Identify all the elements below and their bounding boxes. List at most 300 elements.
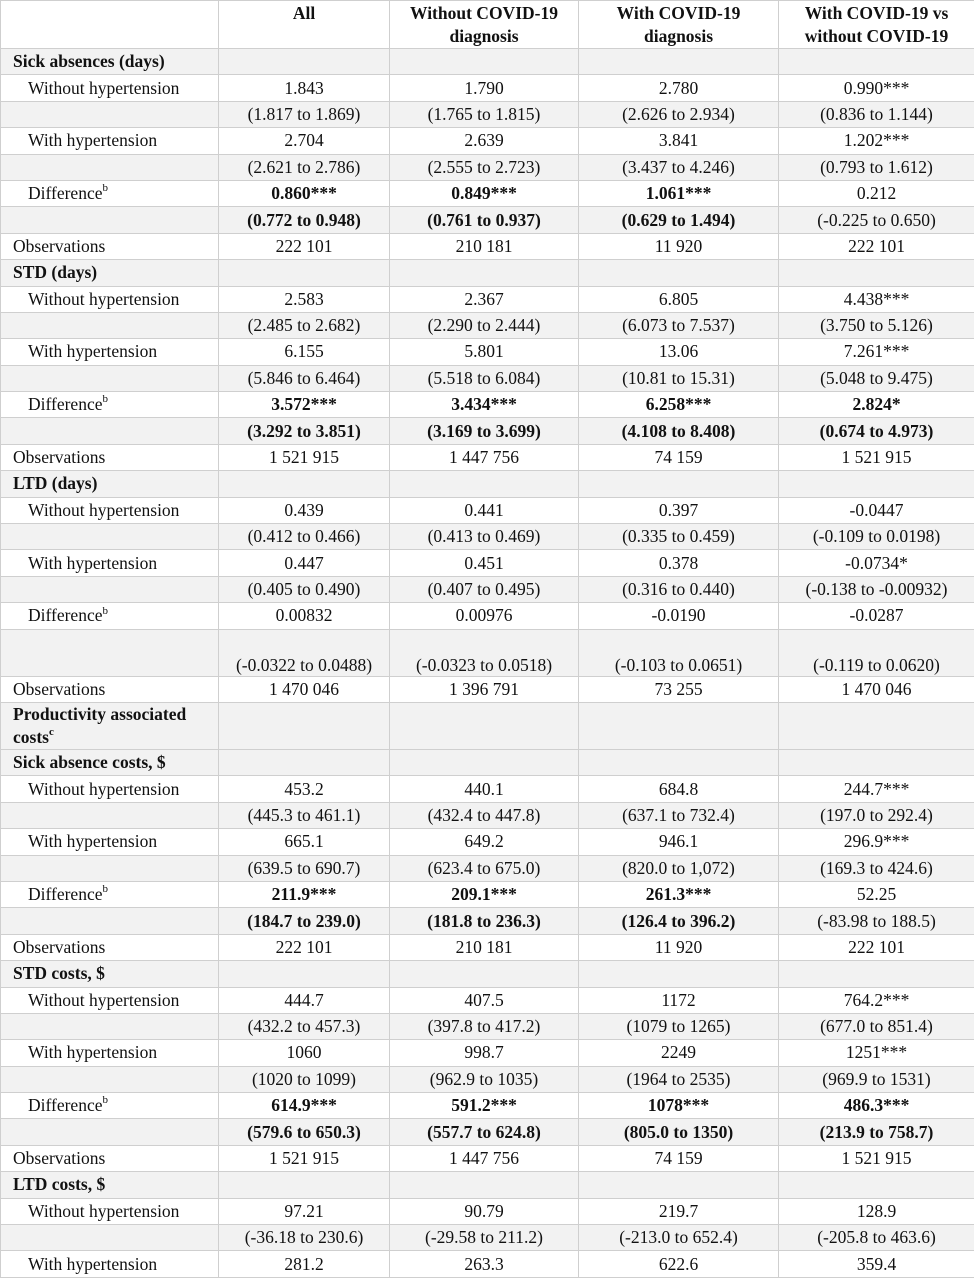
table-row xyxy=(1,1119,974,1145)
table-row xyxy=(1,1013,974,1039)
value-cell: (0.405 to 0.490) xyxy=(219,576,390,602)
empty-cell xyxy=(219,49,390,75)
table-row xyxy=(1,702,974,749)
empty-cell xyxy=(579,49,779,75)
section-heading xyxy=(1,260,219,286)
row-label xyxy=(1,444,219,470)
value-cell: (213.9 to 758.7) xyxy=(779,1119,974,1145)
row-label xyxy=(1,1093,219,1119)
value-cell: (3.169 to 3.699) xyxy=(390,418,579,444)
row-label-text: With hypertension xyxy=(28,130,158,151)
row-label-text: With hypertension xyxy=(28,341,158,362)
value-cell: 3.434*** xyxy=(390,392,579,418)
empty-cell xyxy=(390,702,579,749)
table-row xyxy=(1,855,974,881)
row-label xyxy=(1,676,219,702)
value-cell: (6.073 to 7.537) xyxy=(579,312,779,338)
row-label xyxy=(1,1198,219,1224)
table-row xyxy=(1,749,974,775)
value-cell: 2.639 xyxy=(390,128,579,154)
row-label-text: Observations xyxy=(13,936,106,957)
value-cell: (1964 to 2535) xyxy=(579,1066,779,1092)
value-cell: 4.438*** xyxy=(779,286,974,312)
value-cell: (4.108 to 8.408) xyxy=(579,418,779,444)
empty-cell xyxy=(390,1172,579,1198)
row-label xyxy=(1,629,219,676)
empty-cell xyxy=(779,471,974,497)
row-label-text: Observations xyxy=(13,235,106,256)
footnote-marker: b xyxy=(102,1094,108,1107)
footnote-marker: b xyxy=(102,182,108,195)
row-label xyxy=(1,101,219,127)
value-cell: (5.518 to 6.084) xyxy=(390,365,579,391)
row-label-text: Sick absences (days) xyxy=(13,51,165,72)
value-cell: 3.841 xyxy=(579,128,779,154)
value-cell: 2.824* xyxy=(779,392,974,418)
value-cell: 1 396 791 xyxy=(390,676,579,702)
empty-cell xyxy=(579,749,779,775)
empty-cell xyxy=(390,471,579,497)
table-row xyxy=(1,1093,974,1119)
value-cell: 261.3*** xyxy=(579,881,779,907)
value-cell: 0.397 xyxy=(579,497,779,523)
empty-cell xyxy=(219,749,390,775)
row-label-text: Without hypertension xyxy=(28,989,180,1010)
row-label xyxy=(1,550,219,576)
row-label-text: Without hypertension xyxy=(28,499,180,520)
row-label xyxy=(1,154,219,180)
value-cell: (181.8 to 236.3) xyxy=(390,908,579,934)
value-cell: 74 159 xyxy=(579,444,779,470)
value-cell: -0.0734* xyxy=(779,550,974,576)
row-label-text: Sick absence costs, $ xyxy=(13,752,166,773)
value-cell: (0.772 to 0.948) xyxy=(219,207,390,233)
value-cell: 1060 xyxy=(219,1040,390,1066)
row-label xyxy=(1,908,219,934)
table-row xyxy=(1,101,974,127)
value-cell: 2.704 xyxy=(219,128,390,154)
value-cell: 281.2 xyxy=(219,1251,390,1277)
table-row xyxy=(1,603,974,629)
footnote-marker: b xyxy=(102,883,108,896)
footnote-marker: c xyxy=(48,726,54,739)
value-cell: (3.750 to 5.126) xyxy=(779,312,974,338)
row-label xyxy=(1,418,219,444)
row-label xyxy=(1,524,219,550)
value-cell: 2.780 xyxy=(579,75,779,101)
value-cell: (677.0 to 851.4) xyxy=(779,1013,974,1039)
table-row xyxy=(1,776,974,802)
value-cell: (2.555 to 2.723) xyxy=(390,154,579,180)
value-cell: 11 920 xyxy=(579,934,779,960)
value-cell: (0.629 to 1.494) xyxy=(579,207,779,233)
table-row xyxy=(1,1225,974,1251)
value-cell: 684.8 xyxy=(579,776,779,802)
value-cell: (-29.58 to 211.2) xyxy=(390,1225,579,1251)
value-cell: (805.0 to 1350) xyxy=(579,1119,779,1145)
row-label-text: STD costs, $ xyxy=(13,963,105,984)
value-cell: (432.2 to 457.3) xyxy=(219,1013,390,1039)
value-cell: (0.761 to 0.937) xyxy=(390,207,579,233)
value-cell: 407.5 xyxy=(390,987,579,1013)
empty-cell xyxy=(579,961,779,987)
row-label xyxy=(1,987,219,1013)
row-label-text: Difference xyxy=(28,1095,103,1116)
value-cell: 13.06 xyxy=(579,339,779,365)
table-row xyxy=(1,260,974,286)
table-row xyxy=(1,233,974,259)
value-cell: 1172 xyxy=(579,987,779,1013)
value-cell: 0.00832 xyxy=(219,603,390,629)
row-label xyxy=(1,1040,219,1066)
row-label-text: With hypertension xyxy=(28,1253,158,1274)
empty-cell xyxy=(779,49,974,75)
row-label-text: Productivity associated costs xyxy=(13,703,187,747)
table-row xyxy=(1,524,974,550)
value-cell: 998.7 xyxy=(390,1040,579,1066)
value-cell: 222 101 xyxy=(779,934,974,960)
value-cell: (0.407 to 0.495) xyxy=(390,576,579,602)
value-cell: (3.292 to 3.851) xyxy=(219,418,390,444)
value-cell: (0.412 to 0.466) xyxy=(219,524,390,550)
table-row xyxy=(1,444,974,470)
value-cell: (579.6 to 650.3) xyxy=(219,1119,390,1145)
row-label xyxy=(1,1013,219,1039)
value-cell: 0.451 xyxy=(390,550,579,576)
value-cell: 1 521 915 xyxy=(779,444,974,470)
table-row xyxy=(1,550,974,576)
row-label-text: With hypertension xyxy=(28,831,158,852)
value-cell: 2.583 xyxy=(219,286,390,312)
value-cell: (5.846 to 6.464) xyxy=(219,365,390,391)
value-cell: 0.00976 xyxy=(390,603,579,629)
value-cell: (1.817 to 1.869) xyxy=(219,101,390,127)
row-label xyxy=(1,75,219,101)
value-cell: -0.0447 xyxy=(779,497,974,523)
empty-cell xyxy=(390,749,579,775)
row-label xyxy=(1,233,219,259)
header-cell-label xyxy=(1,1,219,49)
value-cell: (-0.103 to 0.0651) xyxy=(579,629,779,676)
row-label xyxy=(1,603,219,629)
row-label xyxy=(1,1225,219,1251)
section-heading xyxy=(1,961,219,987)
table-row xyxy=(1,339,974,365)
value-cell: 3.572*** xyxy=(219,392,390,418)
value-cell: 1 447 756 xyxy=(390,1145,579,1171)
value-cell: -0.0190 xyxy=(579,603,779,629)
table-row xyxy=(1,881,974,907)
empty-cell xyxy=(390,961,579,987)
value-cell: 222 101 xyxy=(219,233,390,259)
value-cell: 0.447 xyxy=(219,550,390,576)
value-cell: 6.805 xyxy=(579,286,779,312)
value-cell: 7.261*** xyxy=(779,339,974,365)
value-cell: 0.860*** xyxy=(219,180,390,206)
row-label-text: With hypertension xyxy=(28,1042,158,1063)
value-cell: 1 447 756 xyxy=(390,444,579,470)
row-label xyxy=(1,1119,219,1145)
value-cell: (0.793 to 1.612) xyxy=(779,154,974,180)
empty-cell xyxy=(219,1172,390,1198)
value-cell: (-0.0323 to 0.0518) xyxy=(390,629,579,676)
row-label xyxy=(1,802,219,828)
row-label-text: Without hypertension xyxy=(28,778,180,799)
table-row xyxy=(1,180,974,206)
row-label-text: Without hypertension xyxy=(28,77,180,98)
row-label-text: Observations xyxy=(13,447,106,468)
row-label-text: STD (days) xyxy=(13,262,98,283)
table-row xyxy=(1,1066,974,1092)
table-row xyxy=(1,629,974,676)
table-row xyxy=(1,418,974,444)
value-cell: 1 521 915 xyxy=(219,444,390,470)
value-cell: (-83.98 to 188.5) xyxy=(779,908,974,934)
row-label-text: Difference xyxy=(28,605,103,626)
value-cell: 6.155 xyxy=(219,339,390,365)
header-cell-without-covid: Without COVID-19 diagnosis xyxy=(390,1,579,49)
value-cell: 0.441 xyxy=(390,497,579,523)
table-row xyxy=(1,1251,974,1277)
row-label xyxy=(1,312,219,338)
value-cell: (820.0 to 1,072) xyxy=(579,855,779,881)
value-cell: 0.990*** xyxy=(779,75,974,101)
table-row xyxy=(1,1198,974,1224)
row-label xyxy=(1,881,219,907)
row-label xyxy=(1,1251,219,1277)
value-cell: 1251*** xyxy=(779,1040,974,1066)
value-cell: (1079 to 1265) xyxy=(579,1013,779,1039)
empty-cell xyxy=(579,1172,779,1198)
section-heading xyxy=(1,471,219,497)
value-cell: (126.4 to 396.2) xyxy=(579,908,779,934)
empty-cell xyxy=(219,260,390,286)
value-cell: 1.843 xyxy=(219,75,390,101)
value-cell: (445.3 to 461.1) xyxy=(219,802,390,828)
row-label-text: LTD costs, $ xyxy=(13,1174,106,1195)
row-label xyxy=(1,776,219,802)
value-cell: 1 521 915 xyxy=(219,1145,390,1171)
value-cell: 1 470 046 xyxy=(219,676,390,702)
value-cell: 210 181 xyxy=(390,233,579,259)
row-label-text: Observations xyxy=(13,678,106,699)
value-cell: (639.5 to 690.7) xyxy=(219,855,390,881)
value-cell: (2.290 to 2.444) xyxy=(390,312,579,338)
row-label xyxy=(1,392,219,418)
table-row xyxy=(1,497,974,523)
value-cell: 0.439 xyxy=(219,497,390,523)
value-cell: 73 255 xyxy=(579,676,779,702)
value-cell: 222 101 xyxy=(219,934,390,960)
value-cell: 0.212 xyxy=(779,180,974,206)
value-cell: 2.367 xyxy=(390,286,579,312)
empty-cell xyxy=(779,260,974,286)
table-row xyxy=(1,286,974,312)
value-cell: 1.061*** xyxy=(579,180,779,206)
value-cell: (623.4 to 675.0) xyxy=(390,855,579,881)
row-label-text: Difference xyxy=(28,394,103,415)
value-cell: 5.801 xyxy=(390,339,579,365)
value-cell: 244.7*** xyxy=(779,776,974,802)
value-cell: 614.9*** xyxy=(219,1093,390,1119)
table-body xyxy=(1,49,974,1278)
section-heading xyxy=(1,749,219,775)
header-cell-covid-comparison: With COVID-19 vs without COVID-19 xyxy=(779,1,974,49)
value-cell: (-0.109 to 0.0198) xyxy=(779,524,974,550)
table-row xyxy=(1,1145,974,1171)
table-row xyxy=(1,392,974,418)
value-cell: 359.4 xyxy=(779,1251,974,1277)
value-cell: (-36.18 to 230.6) xyxy=(219,1225,390,1251)
value-cell: (969.9 to 1531) xyxy=(779,1066,974,1092)
section-heading xyxy=(1,702,219,749)
table-row xyxy=(1,1172,974,1198)
value-cell: (-213.0 to 652.4) xyxy=(579,1225,779,1251)
value-cell: 97.21 xyxy=(219,1198,390,1224)
value-cell: (557.7 to 624.8) xyxy=(390,1119,579,1145)
table-row xyxy=(1,961,974,987)
value-cell: 222 101 xyxy=(779,233,974,259)
row-label xyxy=(1,576,219,602)
value-cell: 591.2*** xyxy=(390,1093,579,1119)
row-label xyxy=(1,365,219,391)
value-cell: 11 920 xyxy=(579,233,779,259)
row-label xyxy=(1,1145,219,1171)
value-cell: 296.9*** xyxy=(779,829,974,855)
table-row xyxy=(1,154,974,180)
header-row xyxy=(1,1,974,49)
empty-cell xyxy=(779,749,974,775)
value-cell: (397.8 to 417.2) xyxy=(390,1013,579,1039)
value-cell: 440.1 xyxy=(390,776,579,802)
table-row xyxy=(1,128,974,154)
row-label-text: Without hypertension xyxy=(28,1200,180,1221)
empty-cell xyxy=(390,49,579,75)
table-row xyxy=(1,987,974,1013)
value-cell: (962.9 to 1035) xyxy=(390,1066,579,1092)
value-cell: (0.674 to 4.973) xyxy=(779,418,974,444)
value-cell: 0.378 xyxy=(579,550,779,576)
value-cell: 6.258*** xyxy=(579,392,779,418)
value-cell: 946.1 xyxy=(579,829,779,855)
empty-cell xyxy=(779,961,974,987)
table-row xyxy=(1,576,974,602)
table-row xyxy=(1,802,974,828)
value-cell: (2.621 to 2.786) xyxy=(219,154,390,180)
row-label xyxy=(1,128,219,154)
value-cell: 1.790 xyxy=(390,75,579,101)
value-cell: (169.3 to 424.6) xyxy=(779,855,974,881)
value-cell: (637.1 to 732.4) xyxy=(579,802,779,828)
value-cell: -0.0287 xyxy=(779,603,974,629)
row-label xyxy=(1,339,219,365)
table-row xyxy=(1,312,974,338)
row-label xyxy=(1,286,219,312)
value-cell: 444.7 xyxy=(219,987,390,1013)
value-cell: 2249 xyxy=(579,1040,779,1066)
value-cell: 263.3 xyxy=(390,1251,579,1277)
value-cell: 1 470 046 xyxy=(779,676,974,702)
row-label xyxy=(1,497,219,523)
table-row xyxy=(1,676,974,702)
value-cell: 0.849*** xyxy=(390,180,579,206)
value-cell: (5.048 to 9.475) xyxy=(779,365,974,391)
value-cell: (3.437 to 4.246) xyxy=(579,154,779,180)
table-row xyxy=(1,49,974,75)
value-cell: (184.7 to 239.0) xyxy=(219,908,390,934)
table-row xyxy=(1,934,974,960)
row-label xyxy=(1,207,219,233)
value-cell: 622.6 xyxy=(579,1251,779,1277)
row-label-text: Observations xyxy=(13,1148,106,1169)
empty-cell xyxy=(219,702,390,749)
value-cell: 665.1 xyxy=(219,829,390,855)
section-heading xyxy=(1,1172,219,1198)
value-cell: 211.9*** xyxy=(219,881,390,907)
value-cell: 486.3*** xyxy=(779,1093,974,1119)
empty-cell xyxy=(579,471,779,497)
value-cell: 209.1*** xyxy=(390,881,579,907)
value-cell: (2.626 to 2.934) xyxy=(579,101,779,127)
value-cell: 219.7 xyxy=(579,1198,779,1224)
value-cell: (-205.8 to 463.6) xyxy=(779,1225,974,1251)
table-row xyxy=(1,471,974,497)
value-cell: 74 159 xyxy=(579,1145,779,1171)
empty-cell xyxy=(219,961,390,987)
value-cell: (1.765 to 1.815) xyxy=(390,101,579,127)
value-cell: 1 521 915 xyxy=(779,1145,974,1171)
section-heading xyxy=(1,49,219,75)
value-cell: (-0.225 to 0.650) xyxy=(779,207,974,233)
table-row xyxy=(1,1040,974,1066)
empty-cell xyxy=(779,702,974,749)
value-cell: (0.335 to 0.459) xyxy=(579,524,779,550)
value-cell: 128.9 xyxy=(779,1198,974,1224)
value-cell: (0.836 to 1.144) xyxy=(779,101,974,127)
table-row xyxy=(1,75,974,101)
row-label-text: LTD (days) xyxy=(13,473,98,494)
table-row xyxy=(1,207,974,233)
value-cell: (-0.119 to 0.0620) xyxy=(779,629,974,676)
value-cell: 1.202*** xyxy=(779,128,974,154)
value-cell: (197.0 to 292.4) xyxy=(779,802,974,828)
row-label xyxy=(1,829,219,855)
row-label-text: Difference xyxy=(28,183,103,204)
header-cell-with-covid: With COVID-19 diagnosis xyxy=(579,1,779,49)
value-cell: 1078*** xyxy=(579,1093,779,1119)
empty-cell xyxy=(219,471,390,497)
value-cell: 649.2 xyxy=(390,829,579,855)
row-label xyxy=(1,934,219,960)
value-cell: (1020 to 1099) xyxy=(219,1066,390,1092)
empty-cell xyxy=(579,702,779,749)
row-label xyxy=(1,855,219,881)
empty-cell xyxy=(779,1172,974,1198)
value-cell: 52.25 xyxy=(779,881,974,907)
row-label-text: With hypertension xyxy=(28,552,158,573)
value-cell: 453.2 xyxy=(219,776,390,802)
footnote-marker: b xyxy=(102,604,108,617)
table-row xyxy=(1,365,974,391)
value-cell: (432.4 to 447.8) xyxy=(390,802,579,828)
value-cell: (-0.138 to -0.00932) xyxy=(779,576,974,602)
row-label xyxy=(1,1066,219,1092)
table-row xyxy=(1,829,974,855)
value-cell: 210 181 xyxy=(390,934,579,960)
value-cell: 764.2*** xyxy=(779,987,974,1013)
footnote-marker: b xyxy=(102,393,108,406)
empty-cell xyxy=(579,260,779,286)
